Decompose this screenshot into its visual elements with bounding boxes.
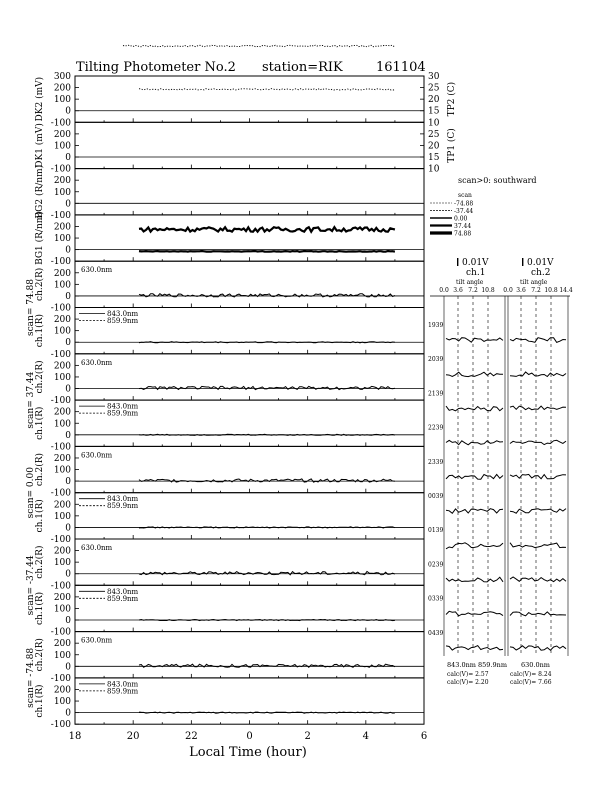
x-tick-label: 2 bbox=[304, 731, 311, 743]
panel-0 bbox=[34, 72, 457, 128]
panel-stack bbox=[26, 72, 457, 730]
date-label: 161104 bbox=[376, 60, 426, 75]
series-line bbox=[139, 479, 395, 482]
legend-label: 843.0nm bbox=[107, 587, 139, 596]
station-label: station=RIK bbox=[262, 60, 343, 75]
ch1-calc-2: calc(V)= 2.20 bbox=[447, 679, 489, 686]
scan-legend bbox=[430, 176, 537, 238]
panel-frame bbox=[75, 215, 424, 261]
top-dotted-trace bbox=[123, 45, 395, 47]
panel-2 bbox=[34, 165, 424, 221]
y-tick-label: 0 bbox=[65, 430, 71, 441]
panel-13 bbox=[34, 678, 424, 730]
y-tick-label: 200 bbox=[53, 268, 71, 279]
x-tick-label: 22 bbox=[184, 731, 198, 743]
legend-entry: 74.88 bbox=[454, 230, 472, 238]
time-label: 0139 bbox=[428, 527, 444, 535]
y-tick-label: 200 bbox=[53, 129, 71, 140]
tilt-trace bbox=[446, 406, 503, 411]
tilt-trace bbox=[510, 406, 566, 410]
legend-label: 843.0nm bbox=[107, 310, 139, 318]
y-axis-label: ch.2(R) bbox=[35, 452, 45, 487]
tilt-trace bbox=[510, 474, 566, 478]
ch1-scale: 0.01V bbox=[462, 258, 489, 268]
y-tick-label: -100 bbox=[50, 442, 71, 453]
y-tick-label: 100 bbox=[53, 234, 71, 245]
y-tick-label: -100 bbox=[50, 303, 71, 314]
right-tick-label: 15 bbox=[428, 153, 440, 164]
y-axis-label: ch.2(R) bbox=[35, 545, 45, 579]
legend-label: 843.0nm bbox=[107, 680, 139, 689]
series-line bbox=[139, 251, 395, 252]
y-axis-label: BG2 (R/nm) bbox=[35, 164, 45, 219]
right-axis-label: TP2 (C) bbox=[447, 81, 457, 117]
tilt-trace bbox=[446, 440, 503, 444]
series-line bbox=[139, 664, 395, 667]
ch2-tick-label: 3.6 bbox=[516, 287, 526, 294]
panel-frame bbox=[75, 354, 424, 400]
legend-label: 630.0nm bbox=[81, 544, 113, 552]
scale-bar bbox=[522, 258, 523, 266]
tilt-trace bbox=[446, 577, 503, 582]
scan-label: scan= 0.00 bbox=[26, 467, 36, 519]
panel-12 bbox=[26, 632, 424, 708]
time-label: 0439 bbox=[428, 629, 444, 637]
time-label: 0339 bbox=[428, 595, 444, 603]
series-line bbox=[139, 712, 395, 713]
time-label: 1939 bbox=[428, 322, 444, 329]
legend-label: 630.0nm bbox=[81, 266, 113, 275]
right-tick-label: 20 bbox=[428, 95, 440, 106]
y-tick-label: 0 bbox=[65, 616, 71, 627]
panel-1 bbox=[34, 122, 457, 174]
figure-title: Tilting Photometer No.2 bbox=[76, 60, 236, 75]
ch1-calc-1: calc(V)= 2.57 bbox=[447, 671, 489, 678]
panel-frame bbox=[75, 632, 424, 678]
y-tick-label: -100 bbox=[50, 210, 71, 221]
right-tick-label: 30 bbox=[428, 72, 440, 82]
legend-label: 630.0nm bbox=[81, 451, 113, 460]
legend-entry: -37.44 bbox=[454, 208, 474, 215]
right-axis-label: TP1 (C) bbox=[447, 128, 457, 163]
y-tick-label: 200 bbox=[53, 407, 71, 418]
y-tick-label: 200 bbox=[53, 500, 71, 511]
y-tick-label: 0 bbox=[65, 245, 71, 256]
tilt-trace bbox=[510, 577, 566, 582]
legend-entry: 37.44 bbox=[454, 223, 472, 230]
y-tick-label: 100 bbox=[53, 326, 71, 337]
y-tick-label: -100 bbox=[50, 627, 71, 638]
legend-entry: 0.00 bbox=[454, 215, 468, 223]
panel-frame bbox=[75, 539, 424, 585]
legend-entry: -74.88 bbox=[454, 200, 474, 208]
y-tick-label: -100 bbox=[50, 118, 71, 129]
y-tick-label: 200 bbox=[53, 639, 71, 650]
tilt-trace bbox=[510, 612, 566, 616]
tilt-trace bbox=[446, 372, 503, 376]
y-tick-label: 200 bbox=[53, 546, 71, 557]
y-tick-label: 0 bbox=[65, 708, 71, 719]
right-tick-label: 25 bbox=[428, 83, 440, 94]
ch2-calc-1: calc(V)= 8.24 bbox=[510, 671, 552, 678]
y-tick-label: 200 bbox=[53, 453, 71, 464]
tilt-trace bbox=[446, 509, 503, 514]
legend-header: scan bbox=[458, 192, 472, 199]
y-tick-label: 200 bbox=[53, 685, 71, 696]
series-line bbox=[139, 572, 395, 575]
tilt-trace bbox=[446, 338, 503, 343]
x-tick-label: 20 bbox=[126, 731, 140, 743]
y-tick-label: 0 bbox=[65, 291, 71, 302]
y-tick-label: 200 bbox=[53, 315, 71, 326]
panel-frame bbox=[75, 446, 424, 492]
time-label: 2039 bbox=[428, 356, 444, 364]
scan-label: scan= 74.88 bbox=[26, 279, 36, 336]
ch2-scale: 0.01V bbox=[527, 258, 554, 268]
legend-label: 859.9nm bbox=[107, 687, 139, 696]
right-tick-label: 10 bbox=[428, 118, 440, 129]
legend-label: 859.9nm bbox=[107, 409, 139, 418]
time-label: 2339 bbox=[428, 458, 444, 466]
y-axis-label: ch.1(R) bbox=[35, 314, 45, 348]
y-tick-label: 100 bbox=[53, 697, 71, 708]
tilt-trace bbox=[510, 543, 566, 548]
y-axis-label: ch.1(R) bbox=[35, 684, 45, 718]
panel-9 bbox=[34, 493, 424, 545]
legend-label: 843.0nm bbox=[107, 495, 139, 504]
x-tick-label: 18 bbox=[68, 731, 82, 743]
scan-label: scan= -74.88 bbox=[26, 647, 36, 708]
y-axis-label: ch.2(R) bbox=[35, 638, 45, 672]
y-tick-label: -100 bbox=[50, 535, 71, 545]
y-axis-label: ch.1(R) bbox=[35, 406, 45, 440]
y-tick-label: 200 bbox=[53, 176, 71, 187]
y-tick-label: 100 bbox=[53, 419, 71, 430]
y-axis-label: ch.2(R) bbox=[35, 360, 45, 394]
ch2-tick-label: 0.0 bbox=[503, 287, 513, 294]
y-tick-label: 200 bbox=[53, 592, 71, 603]
panel-frame bbox=[75, 76, 424, 122]
ch2-tick-label: 7.2 bbox=[531, 287, 541, 294]
y-tick-label: 200 bbox=[53, 222, 71, 233]
scale-bar bbox=[457, 258, 458, 266]
series-line bbox=[139, 89, 395, 90]
panel-10 bbox=[26, 539, 424, 615]
y-axis-label: ch.1(R) bbox=[35, 591, 45, 626]
y-tick-label: 100 bbox=[53, 372, 71, 383]
y-tick-label: 100 bbox=[53, 650, 71, 661]
panel-4 bbox=[26, 261, 424, 336]
y-axis-label: BG1 (R/nm) bbox=[35, 211, 45, 265]
y-tick-label: 0 bbox=[65, 338, 71, 349]
tilt-trace bbox=[510, 338, 566, 343]
y-tick-label: 100 bbox=[53, 604, 71, 615]
legend-label: 859.9nm bbox=[107, 594, 139, 603]
tilt-trace bbox=[510, 440, 566, 444]
y-tick-label: -100 bbox=[50, 581, 71, 592]
x-tick-label: 0 bbox=[246, 731, 253, 743]
y-tick-label: -100 bbox=[50, 673, 71, 684]
time-label: 2239 bbox=[428, 424, 444, 432]
y-tick-label: 100 bbox=[53, 95, 71, 106]
y-tick-label: -100 bbox=[50, 488, 71, 499]
y-tick-label: -100 bbox=[50, 396, 71, 407]
tilt-angle-panel bbox=[428, 258, 573, 686]
y-tick-label: 0 bbox=[65, 106, 71, 117]
tilt-trace bbox=[446, 543, 503, 549]
tilt-trace bbox=[446, 646, 503, 651]
legend-label: 859.9nm bbox=[107, 502, 139, 511]
y-tick-label: 100 bbox=[53, 465, 71, 476]
y-tick-label: -100 bbox=[50, 257, 71, 268]
right-tick-label: 25 bbox=[428, 129, 440, 140]
legend-title: scan>0: southward bbox=[458, 176, 537, 185]
legend-label: 630.0nm bbox=[81, 636, 113, 645]
panel-frame bbox=[75, 122, 424, 168]
y-tick-label: 200 bbox=[53, 361, 71, 372]
panel-11 bbox=[34, 585, 424, 637]
x-axis bbox=[69, 731, 428, 742]
panel-frame bbox=[75, 169, 424, 215]
scan-label: scan= -37.44 bbox=[26, 555, 36, 616]
y-tick-label: 300 bbox=[53, 72, 71, 82]
y-tick-label: 0 bbox=[65, 153, 71, 164]
series-line bbox=[139, 294, 395, 297]
y-axis-label: DK2 (mV) bbox=[35, 76, 45, 122]
y-tick-label: 0 bbox=[65, 523, 71, 534]
panel-frame bbox=[75, 261, 424, 307]
time-label: 2139 bbox=[428, 390, 444, 398]
ch1-name: ch.1 bbox=[466, 268, 486, 278]
y-tick-label: 200 bbox=[53, 83, 71, 94]
y-axis-label: DK1 (mV) bbox=[35, 123, 45, 168]
time-label: 0239 bbox=[428, 561, 444, 569]
panel-6 bbox=[26, 354, 424, 429]
right-tick-label: 15 bbox=[428, 106, 440, 117]
y-tick-label: 0 bbox=[65, 477, 71, 488]
right-tick-label: 20 bbox=[428, 141, 440, 152]
x-axis-label: Local Time (hour) bbox=[189, 745, 307, 760]
panel-5 bbox=[34, 308, 424, 360]
time-label: 0039 bbox=[428, 493, 444, 500]
y-tick-label: 100 bbox=[53, 558, 71, 569]
series-line bbox=[139, 227, 395, 232]
y-tick-label: 100 bbox=[53, 511, 71, 522]
y-tick-label: 100 bbox=[53, 187, 71, 198]
x-tick-label: 4 bbox=[362, 731, 370, 743]
right-tick-label: 10 bbox=[428, 164, 440, 175]
ch2-name: ch.2 bbox=[531, 268, 551, 278]
tilt-trace bbox=[510, 509, 566, 514]
ch1-wavelengths: 843.0nm 859.9nm bbox=[447, 661, 507, 669]
y-tick-label: 0 bbox=[65, 662, 71, 673]
ch2-calc-2: calc(V)= 7.66 bbox=[510, 679, 552, 686]
tilt-trace bbox=[510, 646, 566, 650]
y-tick-label: -100 bbox=[50, 349, 71, 360]
tilt-trace bbox=[446, 474, 503, 479]
y-axis-label: ch.2(R) bbox=[35, 267, 45, 301]
y-tick-label: 0 bbox=[65, 199, 71, 210]
ch2-tick-label: 10.8 bbox=[544, 287, 558, 294]
panel-8 bbox=[26, 446, 424, 518]
ch1-tick-label: 0.0 bbox=[439, 287, 449, 294]
legend-label: 630.0nm bbox=[81, 358, 113, 367]
y-tick-label: -100 bbox=[50, 720, 71, 731]
legend-label: 859.9nm bbox=[107, 317, 139, 325]
tilt-trace bbox=[510, 372, 566, 377]
ch1-tick-label: 10.8 bbox=[481, 287, 495, 294]
scan-label: scan= 37.44 bbox=[26, 371, 36, 429]
x-tick-label: 6 bbox=[420, 731, 428, 743]
series-line bbox=[139, 386, 395, 389]
tilt-trace bbox=[446, 611, 503, 616]
y-axis-label: ch.1(R) bbox=[35, 499, 45, 533]
y-tick-label: 0 bbox=[65, 384, 71, 395]
series-line bbox=[139, 434, 395, 435]
ch2-tick-label: 14.4 bbox=[559, 287, 573, 294]
ch1-tilt-label: tilt angle bbox=[456, 279, 484, 286]
y-tick-label: 100 bbox=[53, 280, 71, 291]
ch1-tick-label: 3.6 bbox=[453, 287, 463, 294]
top-trace bbox=[123, 45, 395, 47]
panel-7 bbox=[34, 400, 424, 452]
legend-label: 843.0nm bbox=[107, 402, 139, 411]
y-tick-label: -100 bbox=[50, 164, 71, 175]
ch1-tick-label: 7.2 bbox=[468, 287, 478, 294]
ch2-tilt-label: tilt angle bbox=[520, 279, 548, 286]
panel-3 bbox=[34, 211, 424, 267]
ch2-wavelength: 630.0nm bbox=[521, 661, 550, 669]
y-tick-label: 100 bbox=[53, 141, 71, 152]
y-tick-label: 0 bbox=[65, 569, 71, 580]
